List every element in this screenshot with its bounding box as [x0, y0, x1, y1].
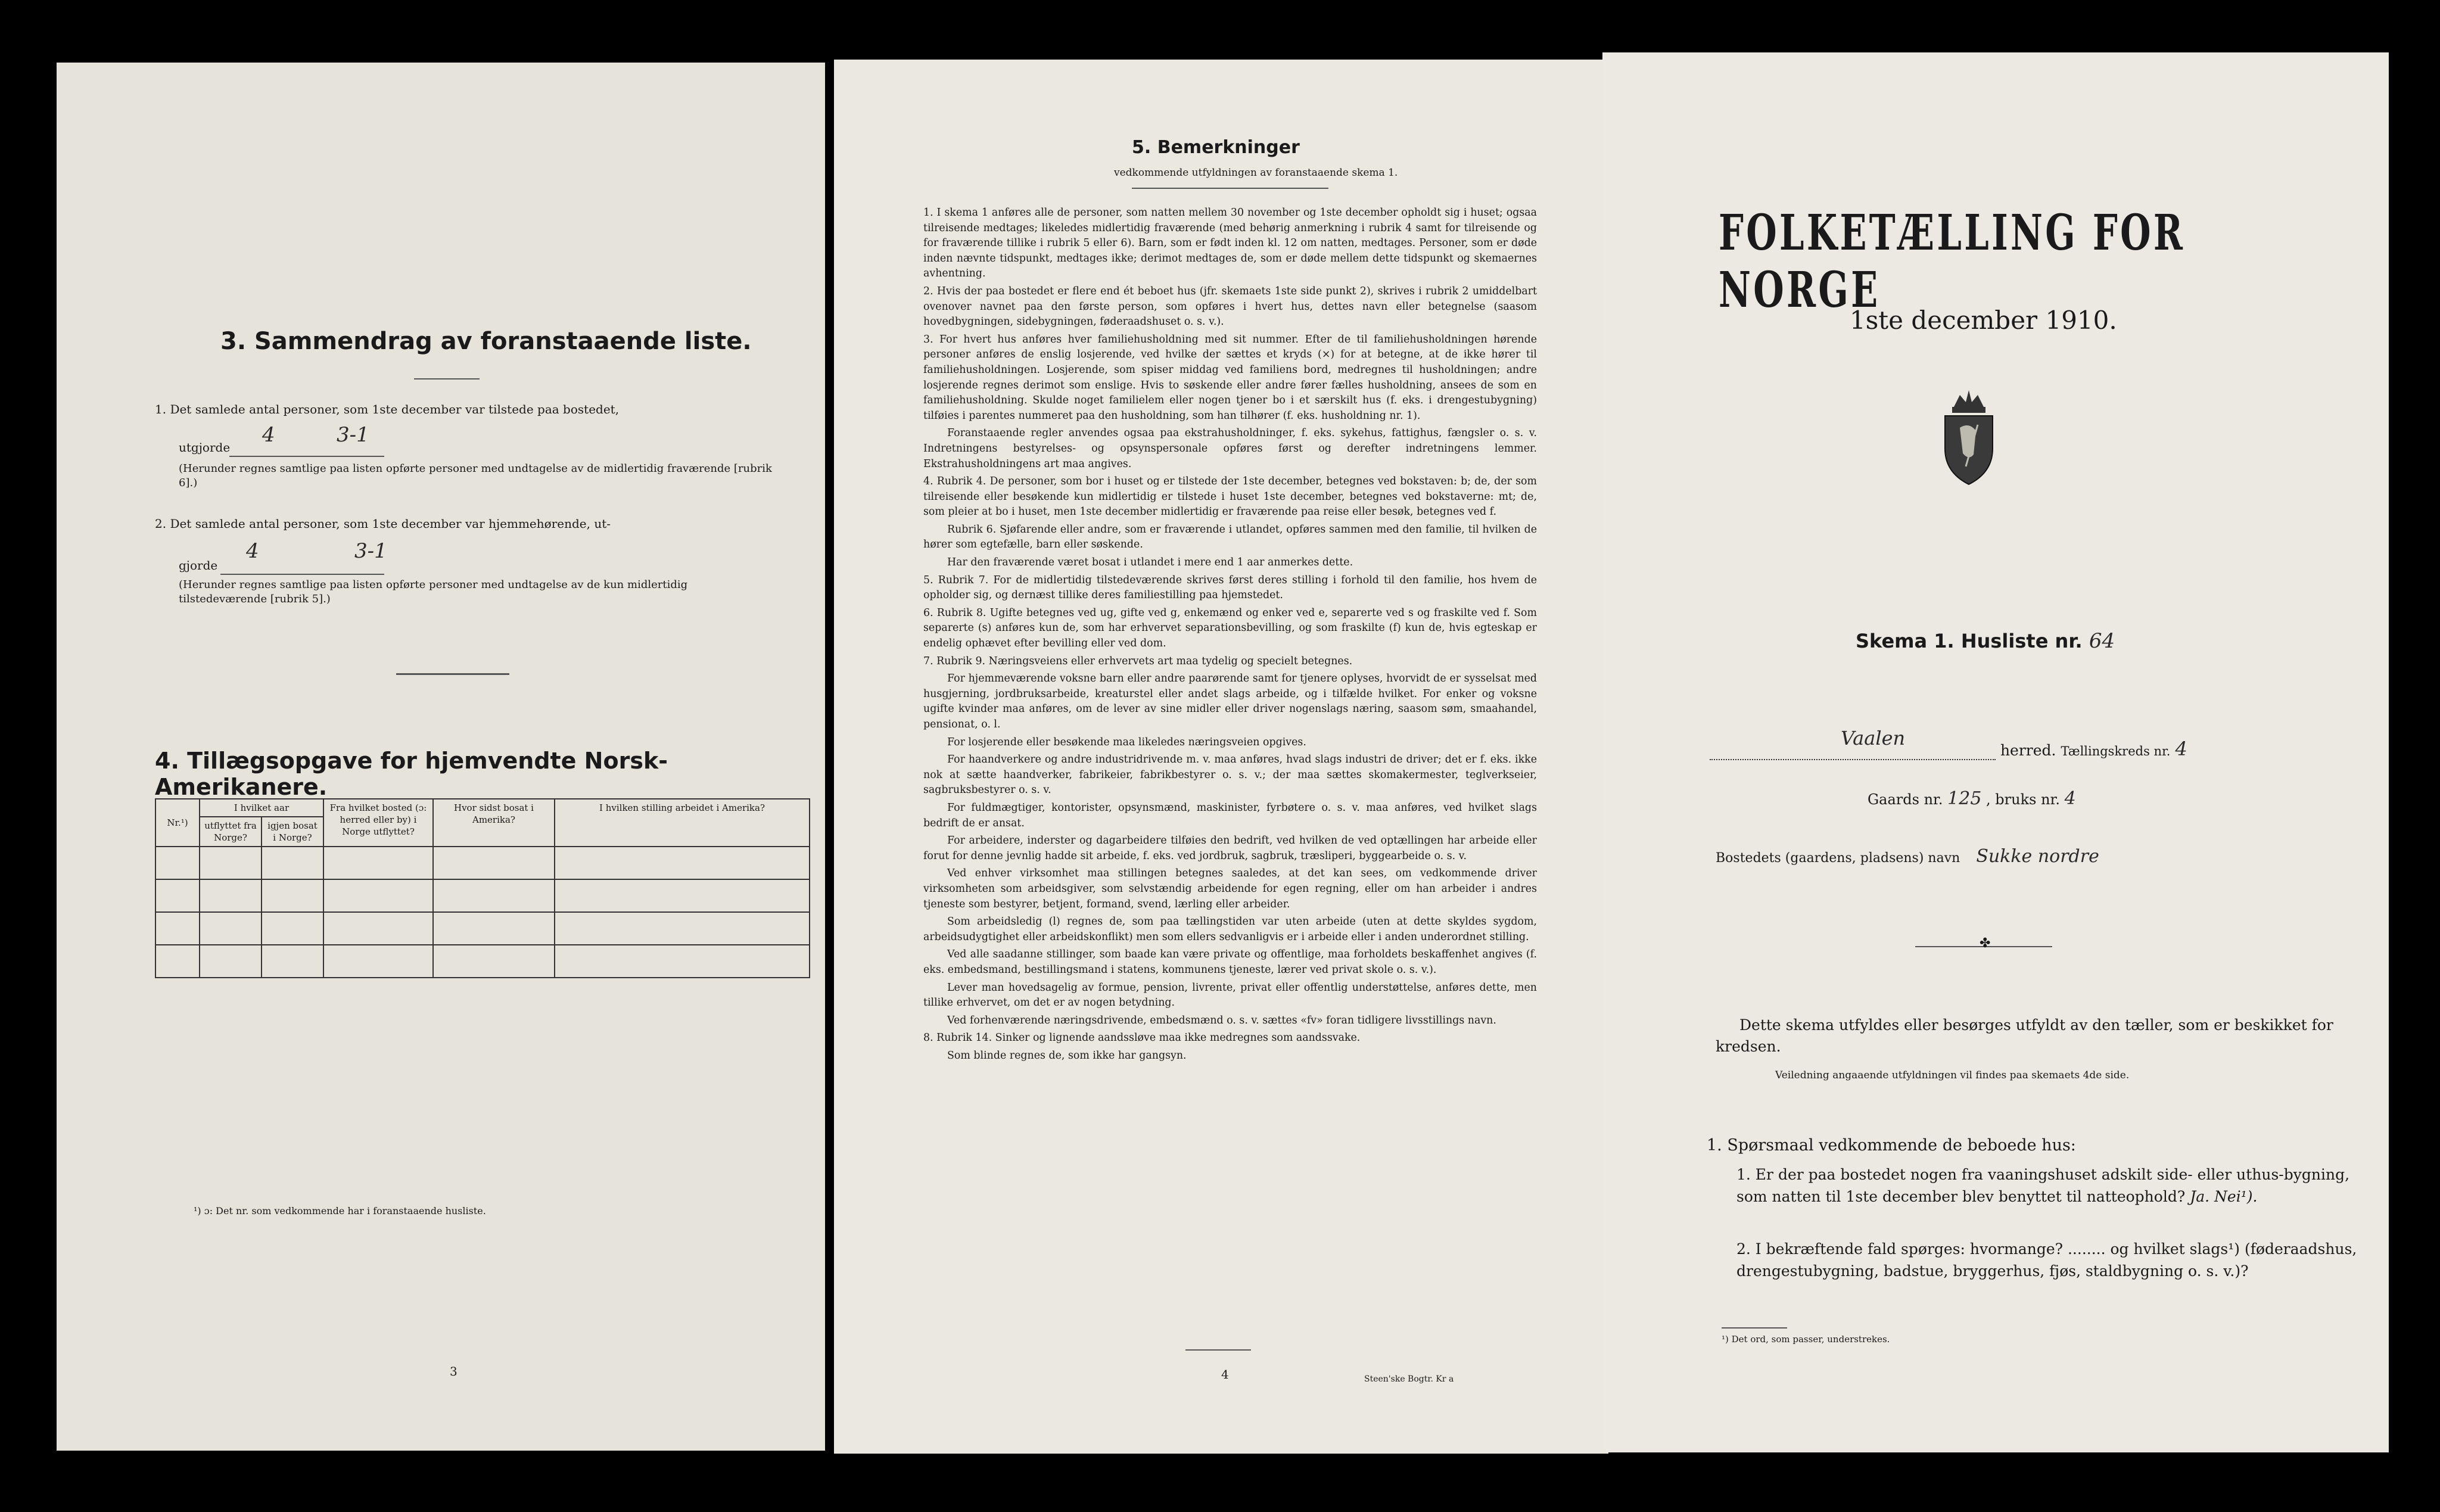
table-row	[155, 912, 810, 945]
page-number: 3	[450, 1364, 458, 1379]
table-header-row	[155, 799, 810, 817]
divider	[396, 673, 509, 675]
bruks-label: , bruks nr.	[1986, 791, 2061, 808]
herred-label: herred.	[2000, 742, 2056, 759]
bosted-label: Bostedets (gaardens, pladsens) navn	[1716, 851, 1960, 866]
paragraph-7j: Lever man hovedsagelig av formue, pension, livrente, privat eller offentlig understøttelse, anføres dette, men tillike erhvervet, om det er av nogen betydning.	[923, 981, 1537, 1009]
q1-handwritten-count: 4	[262, 423, 275, 447]
herred-line	[1710, 727, 2353, 760]
printer-mark: Steen'ske Bogtr. Kr a	[1364, 1374, 1454, 1384]
question-block-1	[1736, 1163, 2374, 1208]
section4-title: 4. Tillægsopgave for hjemvendte Norsk-Amerikanere.	[155, 748, 668, 800]
paragraph-7e: For fuldmægtiger, kontorister, opsynsmænd, maskinister, fyrbøtere o. s. v. maa anføres, ved hvilket slags bedrift de er ansat.	[923, 801, 1537, 829]
paragraph-3: 3. For hvert hus anføres hver familiehusholdning med sit nummer. Efter de til familiehusholdningen hørende personer anføres de enslig losjerende, ved hvilke der sættes et kryds (×) for at betegne, at de ikke hører til familiehusholdningen. Losjerende, som spiser middag ved familiens bord, medregnes til husholdningen; andre losjerende regnes derimot som enslige. Hvis to søskende eller andre fører fælles husholdning, ansees de som en familiehusholdning. Skulde noget familielem eller nogen tjener bo i et særskilt hus (f. eks. i drengestubygning) tilføies i parentes nummeret paa den husholdning, som han tilhører (f. eks. husholdning nr. 1).	[923, 333, 1537, 422]
col-group-year: I hvilket aar	[200, 799, 323, 817]
info-text: Dette skema utfyldes eller besørges utfyldt av den tæller, som er beskikket for kredsen.	[1716, 1016, 2333, 1055]
col-stilling: I hvilken stilling arbeidet i Amerika?	[555, 799, 810, 847]
col-utflyttet: utflyttet fra Norge?	[200, 817, 262, 847]
ornament-icon: ✤	[1980, 936, 1991, 951]
main-title: FOLKETÆLLING FOR NORGE	[1719, 204, 2186, 319]
bosted-line	[1716, 846, 2099, 867]
q1-answer-options: Ja. Nei¹).	[2190, 1188, 2258, 1205]
paragraph-3b: Foranstaaende regler anvendes ogsaa paa ekstrahusholdninger, f. eks. sykehus, fattighus, fængsler o. s. v. Indretningens bestyrelses- og opsynspersonale opføres først og derefter indretningens lemmer. Ekstrahusholdningens art maa angives.	[923, 427, 1537, 470]
paragraph-7d: For haandverkere og andre industridrivende m. v. maa anføres, hvad slags industri de driver; det er f. eks. ikke nok at sætte haandverker, fabrikeier, fabrikbestyrer o. s. v.; der maa sættes skomakermester, teglverkseier, sagbruksbestyrer o. s. v.	[923, 754, 1537, 797]
table-row	[155, 847, 810, 879]
paragraph-7h: Som arbeidsledig (l) regnes de, som paa tællingstiden var uten arbeide (uten at dette skyldes sygdom, arbeidsudygtighet eller arbeidskonflikt) men som ellers sedvanligvis er i arbeide eller i anden underordnet stilling.	[923, 916, 1537, 943]
herred-handwritten: Vaalen	[1841, 727, 1906, 749]
q1-handwritten-note: 3-1	[337, 423, 369, 447]
right-footnote: ¹) Det ord, som passer, understrekes.	[1722, 1334, 1890, 1345]
q2-handwritten-note: 3-1	[354, 539, 387, 563]
bosted-handwritten: Sukke nordre	[1976, 846, 2099, 867]
question-1	[155, 401, 780, 418]
section5-title: 5. Bemerkninger	[1132, 137, 1300, 158]
q1-text: 1. Det samlede antal personer, som 1ste december var tilstede paa bostedet,	[155, 402, 620, 416]
norsk-amerikanere-table	[155, 798, 810, 978]
paragraph-6: 6. Rubrik 8. Ugifte betegnes ved ug, gifte ved g, enkemænd og enker ved e, separerte ved s og fraskilte ved f. Som separerte (s) anføres kun de, som har erhvervet separationsbevilling, og som fraskilte (f) kun de, hvis egteskap er endelig ophævet efter bevilling eller ved dom.	[923, 606, 1537, 650]
table-row	[155, 879, 810, 912]
section5-subtitle: vedkommende utfyldningen av foranstaaende skema 1.	[1114, 167, 1398, 179]
section3-title: 3. Sammendrag av foranstaaende liste.	[220, 328, 752, 355]
q2-handwritten-count: 4	[246, 539, 259, 563]
paragraph-7c: For losjerende eller besøkende maa likeledes næringsveien opgives.	[947, 736, 1306, 748]
q2-text: 2. Det samlede antal personer, som 1ste december var hjemmehørende, ut-	[155, 517, 611, 531]
col-nr: Nr.¹)	[155, 799, 200, 847]
skema-label: Skema 1. Husliste nr. 64	[1856, 629, 2115, 653]
bruks-handwritten: 4	[2064, 788, 2076, 809]
q1-note: (Herunder regnes samtlige paa listen opførte personer med undtagelse av de midlertidig fraværende [rubrik 6].)	[179, 462, 772, 489]
paragraph-7b: For hjemmeværende voksne barn eller andre paarørende samt for tjenere oplyses, hvorvidt de er sysselsat med husgjerning, jordbruksarbeide, kreaturstel eller andet slags arbeide, og i tilfælde hvilket. For enker og voksne ugifte kvinder maa anføres, om de lever av sine midler eller driver nogenslags næring, saasom søm, smaahandel, pensionat, o. l.	[923, 673, 1537, 730]
bemerkninger-text	[923, 206, 1537, 1066]
info-small: Veiledning angaaende utfyldningen vil findes paa skemaets 4de side.	[1775, 1069, 2130, 1081]
table-footnote: ¹) ɔ: Det nr. som vedkommende har i foranstaaende husliste.	[194, 1205, 486, 1217]
kreds-handwritten: 4	[2175, 738, 2187, 760]
paragraph-7: 7. Rubrik 9. Næringsveiens eller erhvervets art maa tydelig og specielt betegnes.	[923, 655, 1353, 667]
divider	[1132, 188, 1328, 189]
divider	[1185, 1349, 1251, 1351]
right-page	[1602, 52, 2389, 1452]
q2-gjorde-label: gjorde	[179, 558, 218, 573]
census-date: 1ste december 1910.	[1850, 306, 2117, 335]
page-number: 4	[1221, 1367, 1229, 1382]
husliste-number: 64	[2089, 629, 2115, 653]
q2-note: (Herunder regnes samtlige paa listen opførte personer med undtagelse av de kun midlertidig tilstedeværende [rubrik 5].)	[179, 578, 688, 605]
divider	[414, 378, 480, 379]
house-question-2: 2. I bekræftende fald spørges: hvormange? ........ og hvilket slags¹) (føderaadshus, drengestubygning, badstue, bryggerhus, fjøs, staldbygning o. s. v.)?	[1736, 1240, 2357, 1280]
col-igjen-bosat: igjen bosat i Norge?	[262, 817, 323, 847]
questions-title: 1. Spørsmaal vedkommende de beboede hus:	[1707, 1136, 2076, 1155]
q1-utgjorde-label: utgjorde	[179, 440, 231, 455]
paragraph-7f: For arbeidere, inderster og dagarbeidere tilføies den bedrift, ved hvilken de ved optællingen har arbeide eller forut for denne jevnlig hadde sit arbeide, f. eks. ved jordbruk, sagbruk, træsliperi, byggearbeide o. s. v.	[923, 835, 1537, 862]
kreds-label: Tællingskreds nr.	[2061, 744, 2171, 758]
paragraph-1: 1. I skema 1 anføres alle de personer, som natten mellem 30 november og 1ste december opholdt sig i huset; ogsaa tilreisende medtages; likeledes midlertidig fraværende (med behørig anmerkning i rubrik 4 samt for tilreisende og for fraværende tillike i rubrik 5 eller 6). Barn, som er født inden kl. 12 om natten, medtages. Personer, som er døde inden nævnte tidspunkt, medtages ikke; derimot medtages de, som er døde mellem dette tidspunkt og skemaernes avhentning.	[923, 207, 1537, 280]
norway-coat-of-arms-icon	[1933, 383, 2005, 490]
paragraph-8: 8. Rubrik 14. Sinker og lignende aandssløve maa ikke medregnes som aandssvake.	[923, 1032, 1361, 1044]
col-fra-bosted: Fra hvilket bosted (ɔ: herred eller by) i Norge utflyttet?	[323, 799, 433, 847]
paragraph-4: 4. Rubrik 4. De personer, som bor i huset og er tilstede der 1ste december, betegnes ved bokstaven: b; de, der som tilreisende eller besøkende kun midlertidig er tilstede i huset 1ste december, betegnes ved bokstaverne: mt; de, som pleier at bo i huset, men 1ste december midlertidig er fraværende paa reise eller besøk, betegnes ved f.	[923, 475, 1537, 518]
paragraph-4b: Rubrik 6. Sjøfarende eller andre, som er fraværende i utlandet, opføres sammen med den familie, til hvilken de hører som egtefælle, barn eller søskende.	[923, 523, 1537, 551]
divider	[1722, 1327, 1787, 1329]
paragraph-8b: Som blinde regnes de, som ikke har gangsyn.	[947, 1049, 1187, 1062]
house-question-1: 1. Er der paa bostedet nogen fra vaaningshuset adskilt side- eller uthus-bygning, som natten til 1ste december blev benyttet til natteophold?	[1736, 1166, 2350, 1205]
paragraph-5: 5. Rubrik 7. For de midlertidig tilstedeværende skrives først deres stilling i forhold til den familie, hos hvem de opholder sig, og dernæst tillike deres familiestilling paa hjemstedet.	[923, 574, 1537, 602]
gaards-line	[1868, 788, 2076, 809]
middle-page	[834, 60, 1608, 1454]
paragraph-7k: Ved forhenværende næringsdrivende, embedsmænd o. s. v. sættes «fv» foran tidligere livsstillings navn.	[947, 1014, 1496, 1026]
paragraph-4c: Har den fraværende været bosat i utlandet i mere end 1 aar anmerkes dette.	[947, 556, 1353, 569]
gaards-handwritten: 125	[1947, 788, 1982, 809]
paragraph-7i: Ved alle saadanne stillinger, som baade kan være private og offentlige, maa forholdets beskaffenhet angives (f. eks. embedsmand, bestillingsmand i statens, kommunens tjeneste, lærer ved privat skole o. s. v.).	[923, 948, 1537, 976]
paragraph-7g: Ved enhver virksomhet maa stillingen betegnes saaledes, at det kan sees, om vedkommende driver virksomheten som arbeidsgiver, som selvstændig arbeidende for egen regning, eller om han arbeider i andres tjeneste som bestyrer, betjent, formand, svend, lærling eller arbeider.	[923, 867, 1537, 910]
table-row	[155, 945, 810, 978]
q1-answer-line	[229, 456, 384, 457]
left-page	[57, 63, 825, 1451]
q2-answer-line	[220, 574, 384, 575]
col-amerika: Hvor sidst bosat i Amerika?	[433, 799, 555, 847]
gaards-label: Gaards nr.	[1868, 791, 1943, 808]
paragraph-2: 2. Hvis der paa bostedet er flere end ét beboet hus (jfr. skemaets 1ste side punkt 2), skrives i rubrik 2 umiddelbart ovenover navnet paa den første person, som opføres i hvert hus, dettes navn eller betegnelse (saasom hovedbygningen, sidebygningen, føderaadshuset o. s. v.).	[923, 285, 1537, 328]
